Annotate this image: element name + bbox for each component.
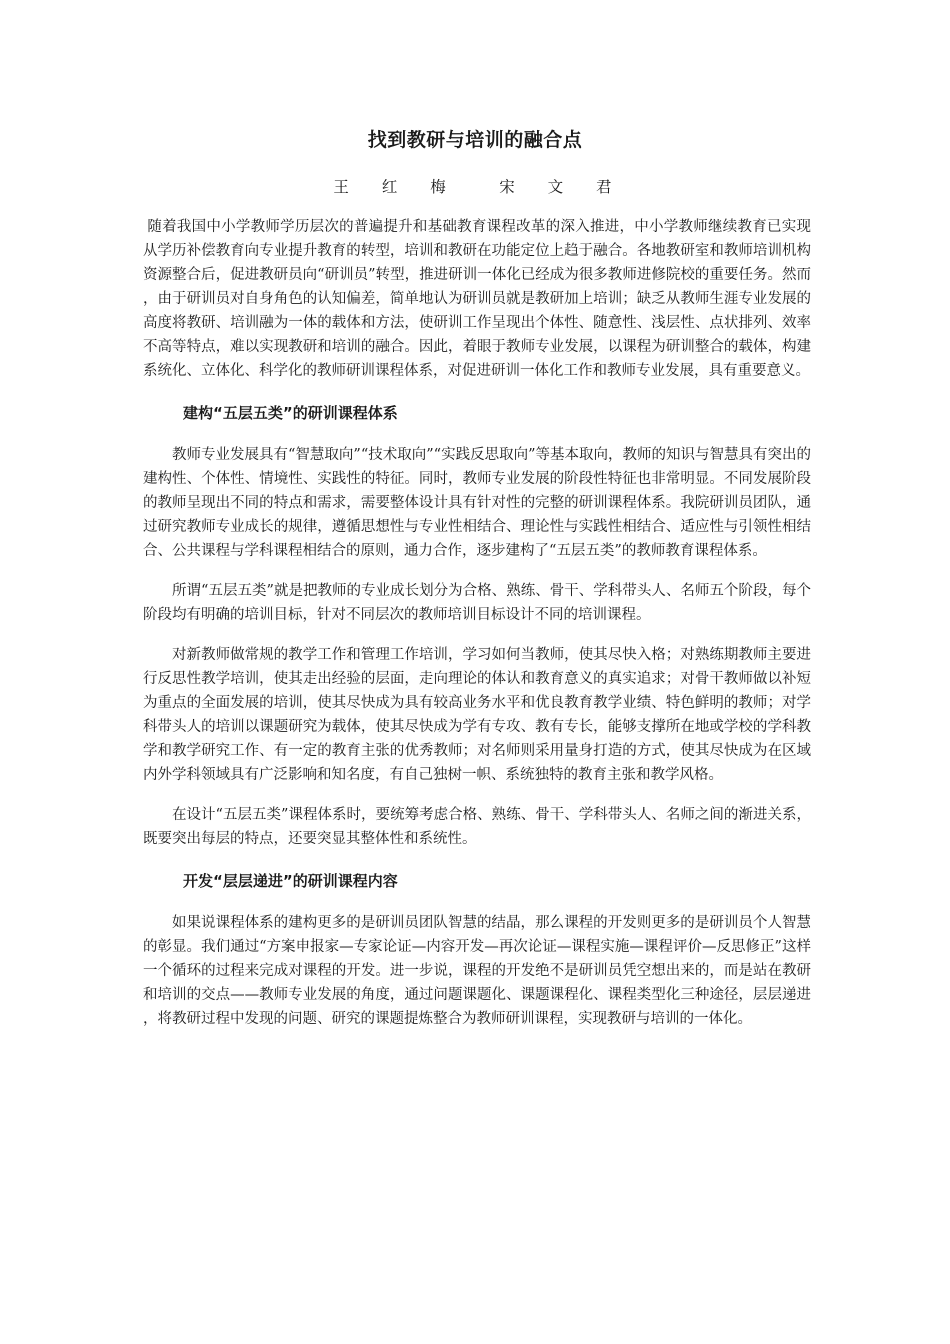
article-authors: 王 红 梅 宋 文 君: [333, 178, 617, 196]
body-paragraph: 所谓“五层五类”就是把教师的专业成长划分为合格、熟练、骨干、学科带头人、名师五个阶段，每个阶段均有明确的培训目标，针对不同层次的教师培训目标设计不同的培训课程。: [143, 583, 811, 623]
section-heading-1: 建构“五层五类”的研训课程体系: [183, 404, 398, 422]
intro-paragraph: 随着我国中小学教师学历层次的普遍提升和基础教育课程改革的深入推进，中小学教师继续教育已实现从学历补偿教育向专业提升教育的转型，培训和教研在功能定位上趋于融合。各地教研室和教师培训机构资源整合后，促进教研员向“研训员”转型，推进研训一体化已经成为很多教师进修院校的重要任务。然而，由于研训员对自身角色的认知偏差，简单地认为研训员就是教研加上培训；缺乏从教师生涯专业发展的高度将教研、培训融为一体的载体和方法，使研训工作呈现出个体性、随意性、浅层性、点状排列、效率不高等特点，难以实现教研和培训的融合。因此，着眼于教师专业发展，以课程为研训整合的载体，构建系统化、立体化、科学化的教师研训课程体系，对促进研训一体化工作和教师专业发展，具有重要意义。: [143, 219, 811, 379]
article-title: 找到教研与培训的融合点: [367, 129, 583, 151]
body-paragraph: 教师专业发展具有“智慧取向”“技术取向”“实践反思取向”等基本取向，教师的知识与智慧具有突出的建构性、个体性、情境性、实践性的特征。同时，教师专业发展的阶段性特征也非常明显。不同发展阶段的教师呈现出不同的特点和需求，需要整体设计具有针对性的完整的研训课程体系。我院研训员团队，通过研究教师专业成长的规律，遵循思想性与专业性相结合、理论性与实践性相结合、适应性与引领性相结合、公共课程与学科课程相结合的原则，通力合作，逐步建构了“五层五类”的教师教育课程体系。: [143, 447, 811, 559]
body-paragraph: 如果说课程体系的建构更多的是研训员团队智慧的结晶，那么课程的开发则更多的是研训员个人智慧的彰显。我们通过“方案申报家—专家论证—内容开发—再次论证—课程实施—课程评价—反思修正”这样一个循环的过程来完成对课程的开发。进一步说，课程的开发绝不是研训员凭空想出来的，而是站在教研和培训的交点——教师专业发展的角度，通过问题课题化、课题课程化、课程类型化三种途径，层层递进，将教研过程中发现的问题、研究的课题提炼整合为教师研训课程，实现教研与培训的一体化。: [143, 915, 811, 1027]
body-paragraph: 对新教师做常规的教学工作和管理工作培训，学习如何当教师，使其尽快入格；对熟练期教师主要进行反思性教学培训，使其走出经验的层面，走向理论的体认和教育意义的真实追求；对骨干教师做以补短为重点的全面发展的培训，使其尽快成为具有较高业务水平和优良教育教学业绩、特色鲜明的教师；对学科带头人的培训以课题研究为载体，使其尽快成为学有专攻、教有专长，能够支撑所在地或学校的学科教学和教学研究工作、有一定的教育主张的优秀教师；对名师则采用量身打造的方式，使其尽快成为在区域内外学科领域具有广泛影响和知名度，有自己独树一帜、系统独特的教育主张和教学风格。: [143, 647, 811, 783]
article-body: [143, 215, 811, 1031]
section-heading-2: 开发“层层递进”的研训课程内容: [183, 872, 398, 890]
body-paragraph: 在设计“五层五类”课程体系时，要统筹考虑合格、熟练、骨干、学科带头人、名师之间的渐进关系，既要突出每层的特点，还要突显其整体性和系统性。: [143, 807, 811, 847]
